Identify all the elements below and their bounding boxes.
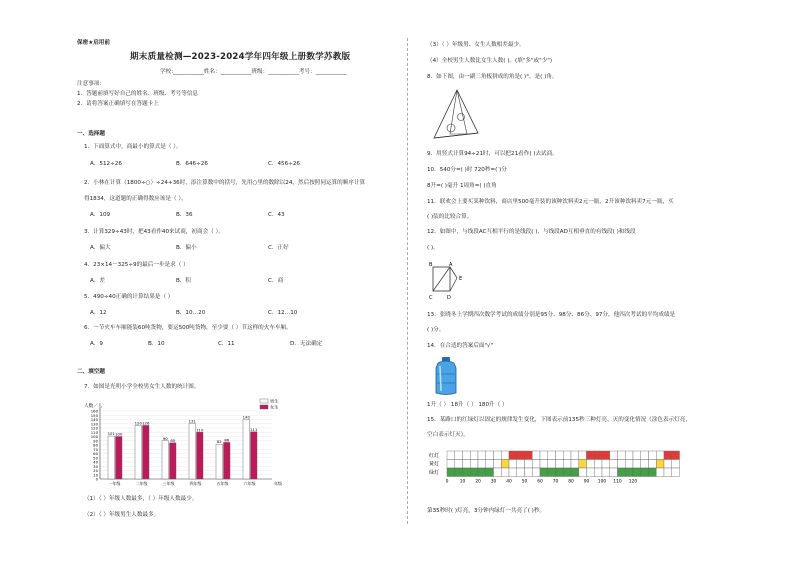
y-tick-label: 70 xyxy=(93,446,98,452)
unlit-cell xyxy=(455,460,463,469)
unlit-cell xyxy=(672,468,680,477)
unlit-cell xyxy=(478,460,486,469)
unlit-cell xyxy=(633,460,641,469)
secret-label: 保密★启用前 xyxy=(77,40,110,46)
bar-female xyxy=(224,442,231,479)
time-tick-label: 90 xyxy=(583,479,590,485)
time-tick-label: 20 xyxy=(475,479,481,485)
lit-cell xyxy=(579,460,587,469)
unlit-cell xyxy=(656,468,664,477)
lit-cell xyxy=(525,451,533,460)
lit-cell xyxy=(587,451,595,460)
square-figure xyxy=(426,258,466,302)
y-tick-label: 50 xyxy=(93,455,98,461)
option-d: D．无法确定 xyxy=(290,341,323,347)
time-tick-label: 50 xyxy=(521,479,528,485)
unlit-cell xyxy=(478,451,486,460)
lit-cell xyxy=(571,468,579,477)
data-label: 111 xyxy=(250,426,258,432)
option-a: A．109 xyxy=(90,212,111,218)
question-stem-cont: 8升=( )毫升 1周角=( )直角 xyxy=(427,183,497,189)
sub-question: （1）（ ）年级人数最多，（ ）年级人数最少。 xyxy=(84,496,198,502)
answer-options: 1升（ ） 18升（ ） 180升（ ） xyxy=(427,402,508,408)
time-tick-label: 30 xyxy=(490,479,497,485)
unlit-cell xyxy=(610,460,618,469)
unlit-cell xyxy=(548,460,556,469)
light-label: 绿灯 xyxy=(429,469,440,476)
unlit-cell xyxy=(532,451,540,460)
y-tick-label: 10 xyxy=(93,472,98,478)
lit-cell xyxy=(618,468,626,477)
lit-cell xyxy=(625,468,633,477)
note-item: 1．答题前填写好自己的姓名、班级、考号等信息 xyxy=(77,91,199,97)
unlit-cell xyxy=(548,451,556,460)
time-tick-label: 80 xyxy=(568,479,574,485)
y-axis-title: 人数／人 xyxy=(84,404,103,409)
bar-female xyxy=(143,425,150,479)
option-a: A．差 xyxy=(90,278,106,284)
page-title: 期末质量检测—2023-2024学年四年级上册数学苏教版 xyxy=(130,52,351,62)
time-tick-label: 70 xyxy=(552,479,559,485)
question-stem: 13．张晓冬上学期四次数学考试的成绩分别是95分、98分、86分、97分，他四次考试的平均成绩是 xyxy=(427,312,676,318)
unlit-cell xyxy=(463,460,471,469)
y-tick-label: 130 xyxy=(90,421,98,427)
unlit-cell xyxy=(641,460,649,469)
traffic-light-grid xyxy=(426,447,686,509)
data-label: 120 xyxy=(134,420,142,426)
question-stem: 11．联欢会上要买某种饮料，商店里500毫升装的该种饮料卖2元一瓶，2升该种饮料卖7元一瓶，买 xyxy=(427,199,674,205)
option-b: B．偏小 xyxy=(176,245,197,251)
lit-cell xyxy=(548,468,556,477)
unlit-cell xyxy=(556,451,564,460)
question-stem: 12．如图中，与线段AC互相平行的是线段( )，与线段AD互相垂直的有线段( )和线段 xyxy=(427,229,636,235)
y-tick-label: 100 xyxy=(90,434,98,439)
water-jug-image xyxy=(433,356,459,396)
question-stem-cont: ( )装的比较合算。 xyxy=(427,214,473,220)
option-a: A．512÷26 xyxy=(90,161,122,167)
question-stem: 7．如图是光明小学全校男女生人数的统计图。 xyxy=(84,384,200,390)
point-e-label: E xyxy=(459,276,463,282)
unlit-cell xyxy=(540,451,548,460)
lit-cell xyxy=(563,468,571,477)
legend-swatch xyxy=(260,405,268,409)
y-tick-label: 60 xyxy=(93,451,98,456)
data-label: 85 xyxy=(170,437,176,443)
legend-swatch xyxy=(260,399,268,403)
unlit-cell xyxy=(447,451,455,460)
time-tick-label: 40 xyxy=(506,479,512,485)
lit-cell xyxy=(594,451,602,460)
unlit-cell xyxy=(470,451,478,460)
lit-cell xyxy=(633,468,641,477)
unlit-cell xyxy=(447,460,455,469)
x-tick-label: 五年级 xyxy=(216,481,229,486)
data-label: 82 xyxy=(216,439,222,445)
unlit-cell xyxy=(664,468,672,477)
unlit-cell xyxy=(656,451,664,460)
unlit-cell xyxy=(571,460,579,469)
lit-cell xyxy=(664,451,672,460)
unlit-cell xyxy=(579,451,587,460)
question-stem-cont: ( )分。 xyxy=(427,327,445,333)
bar-male xyxy=(243,420,250,480)
point-d-label: D xyxy=(447,295,451,301)
unlit-cell xyxy=(486,451,494,460)
unlit-cell xyxy=(633,451,641,460)
unlit-cell xyxy=(649,460,657,469)
y-tick-label: 120 xyxy=(90,425,98,431)
unlit-cell xyxy=(594,460,602,469)
data-label: 100 xyxy=(115,431,123,437)
legend-label: 男生 xyxy=(270,398,279,404)
option-a: A．12 xyxy=(90,310,107,316)
lit-cell xyxy=(540,468,548,477)
unlit-cell xyxy=(501,451,509,460)
time-tick-label: 100 xyxy=(597,479,607,485)
bar-male xyxy=(108,436,115,479)
time-tick-label: 10 xyxy=(459,479,466,485)
question-stem: 5．490÷40正确的计算结果是（ ） xyxy=(84,294,174,300)
unlit-cell xyxy=(618,451,626,460)
question-stem: 2．小林在计算（1800÷○）÷24+36时，添注算数中的括号，先用○里的数除以24，然后按照同运算的顺序计算 xyxy=(84,180,366,186)
unlit-cell xyxy=(509,460,517,469)
unlit-cell xyxy=(556,460,564,469)
y-tick-label: 160 xyxy=(90,408,98,414)
lit-cell xyxy=(517,451,525,460)
unlit-cell xyxy=(494,468,502,477)
lit-cell xyxy=(649,468,657,477)
bar-male xyxy=(216,444,223,479)
notes-heading: 注意事项： xyxy=(77,81,105,87)
point-a-label: B xyxy=(429,262,433,268)
option-c: C．11 xyxy=(218,341,235,347)
bar-male xyxy=(162,441,169,479)
time-tick-label: 0 xyxy=(445,479,449,485)
x-axis-title: 年级 xyxy=(274,481,282,486)
bar-female xyxy=(251,432,258,479)
unlit-cell xyxy=(625,451,633,460)
unlit-cell xyxy=(664,460,672,469)
option-c: C．正好 xyxy=(268,245,289,251)
unlit-cell xyxy=(649,451,657,460)
option-a: A．9 xyxy=(90,341,103,347)
y-tick-label: 110 xyxy=(90,429,98,435)
data-label: 140 xyxy=(242,414,250,420)
data-label: 126 xyxy=(142,420,150,426)
y-tick-label: 30 xyxy=(93,463,98,469)
data-label: 90 xyxy=(162,435,168,441)
unlit-cell xyxy=(672,460,680,469)
option-c: C．12…10 xyxy=(268,310,298,316)
unlit-cell xyxy=(602,468,610,477)
unlit-cell xyxy=(594,468,602,477)
unlit-cell xyxy=(470,460,478,469)
y-tick-label: 20 xyxy=(93,468,98,473)
lit-cell xyxy=(486,468,494,477)
unlit-cell xyxy=(517,460,525,469)
y-tick-label: 0 xyxy=(95,476,98,482)
option-a: A．偏大 xyxy=(90,245,111,251)
unlit-cell xyxy=(525,460,533,469)
unlit-cell xyxy=(587,468,595,477)
lit-cell xyxy=(478,468,486,477)
bar-female xyxy=(197,432,204,479)
lit-cell xyxy=(447,468,455,477)
sub-question: （4）全校男生人数比女生人数( )。(填"多"或"少") xyxy=(427,58,553,64)
option-c: C．商 xyxy=(268,278,284,284)
time-tick-label: 60 xyxy=(537,479,543,485)
lit-cell xyxy=(602,451,610,460)
unlit-cell xyxy=(494,451,502,460)
question-stem-cont: 得1834，这道题的正确得数应该是（ ）。 xyxy=(84,196,187,202)
point-c-label: C xyxy=(429,295,433,301)
data-label: 131 xyxy=(188,418,196,424)
y-tick-label: 150 xyxy=(90,412,98,418)
bar-chart xyxy=(84,397,284,491)
note-item: 2．请将答案正确填写在答题卡上 xyxy=(77,101,159,107)
y-tick-label: 140 xyxy=(90,417,98,422)
light-label: 黄灯 xyxy=(429,461,440,468)
data-label: 101 xyxy=(107,431,115,437)
unlit-cell xyxy=(610,451,618,460)
data-label: 86 xyxy=(224,437,230,443)
set-squares-figure xyxy=(432,88,482,146)
question-stem: 8．如下图，由一副三角板拼成的角是( )°，是( )角。 xyxy=(427,74,558,80)
unlit-cell xyxy=(610,468,618,477)
unlit-cell xyxy=(618,460,626,469)
unlit-cell xyxy=(494,460,502,469)
sub-question: （2）（ ）年级男生人数最多。 xyxy=(84,512,160,518)
question-stem: 10．540分=( )时 720秒=( )分 xyxy=(427,167,507,173)
x-tick-label: 一年级 xyxy=(108,481,121,486)
unlit-cell xyxy=(571,451,579,460)
lit-cell xyxy=(463,468,471,477)
unlit-cell xyxy=(625,460,633,469)
option-b: B．积 xyxy=(176,278,192,284)
bar-male xyxy=(135,425,142,479)
y-tick-label: 40 xyxy=(93,459,98,465)
data-label: 110 xyxy=(196,427,204,433)
column-divider xyxy=(407,38,408,524)
question-stem: 1．下面算式中，商最小的算式是（ ）。 xyxy=(84,144,182,150)
question-stem: 15．某路口的红绿灯以固定的规律发生变化，下图表示前135秒三种灯亮、灭的变化情况（涂色表示灯亮， xyxy=(427,417,691,423)
unlit-cell xyxy=(525,468,533,477)
question-stem-cont: 第35秒时( )灯亮，3分钟内绿灯一共亮了( )秒。 xyxy=(427,508,546,514)
time-tick-label: 120 xyxy=(628,479,638,485)
lit-cell xyxy=(641,468,649,477)
section-heading: 二、填空题 xyxy=(77,369,105,375)
y-tick-label: 90 xyxy=(93,438,98,444)
question-stem: 3．计算329÷43时，把43看作40来试商，初商会（ ）。 xyxy=(84,229,224,235)
option-c: C．456÷26 xyxy=(268,161,300,167)
question-stem: 6．一节火车车厢能装60吨货物，要运500吨货物，至少要（ ）节这样的火车车厢。 xyxy=(84,325,292,331)
student-info-fields: 学校:___________姓名：___________班级：___________考号：___________ xyxy=(160,69,347,75)
y-tick-label: 80 xyxy=(93,442,98,448)
lit-cell xyxy=(656,460,664,469)
lit-cell xyxy=(672,451,680,460)
x-tick-label: 四年级 xyxy=(189,481,202,486)
unlit-cell xyxy=(532,468,540,477)
light-label: 红灯 xyxy=(429,452,440,459)
question-stem-cont: ( )。 xyxy=(427,245,439,251)
unlit-cell xyxy=(602,460,610,469)
option-b: B．646÷26 xyxy=(176,161,208,167)
unlit-cell xyxy=(579,468,587,477)
question-stem: 4．23×14－325÷9的最后一步是求（ ） xyxy=(84,262,189,268)
question-stem-cont: 空白表示灯灭）。 xyxy=(427,432,469,438)
lit-cell xyxy=(501,460,509,469)
section-heading: 一、选择题 xyxy=(77,131,105,137)
x-tick-label: 二年级 xyxy=(135,481,148,486)
bar-male xyxy=(189,423,196,479)
unlit-cell xyxy=(587,460,595,469)
question-stem: 9．用竖式计算94÷21时，可以把21看作( )去试商。 xyxy=(427,151,558,157)
bar-female xyxy=(170,443,177,479)
x-tick-label: 三年级 xyxy=(162,481,175,486)
unlit-cell xyxy=(563,451,571,460)
legend-label: 女生 xyxy=(270,404,279,410)
unlit-cell xyxy=(563,460,571,469)
unlit-cell xyxy=(501,468,509,477)
unlit-cell xyxy=(641,451,649,460)
unlit-cell xyxy=(540,460,548,469)
lit-cell xyxy=(455,468,463,477)
unlit-cell xyxy=(532,460,540,469)
unlit-cell xyxy=(517,468,525,477)
option-b: B．10…20 xyxy=(176,310,206,316)
unlit-cell xyxy=(463,451,471,460)
unlit-cell xyxy=(455,451,463,460)
option-b: B．10 xyxy=(148,341,165,347)
lit-cell xyxy=(470,468,478,477)
unlit-cell xyxy=(509,468,517,477)
point-b-label: A xyxy=(449,262,453,268)
option-b: B．36 xyxy=(176,212,193,218)
lit-cell xyxy=(556,468,564,477)
option-c: C．43 xyxy=(268,212,285,218)
bar-female xyxy=(116,437,123,480)
sub-question: （3）（ ）年级男、女生人数相差最少。 xyxy=(427,42,525,48)
unlit-cell xyxy=(486,460,494,469)
lit-cell xyxy=(509,451,517,460)
x-tick-label: 六年级 xyxy=(243,481,256,486)
time-tick-label: 110 xyxy=(613,479,622,485)
question-stem: 14．在合适的答案后面"√" xyxy=(427,343,494,349)
